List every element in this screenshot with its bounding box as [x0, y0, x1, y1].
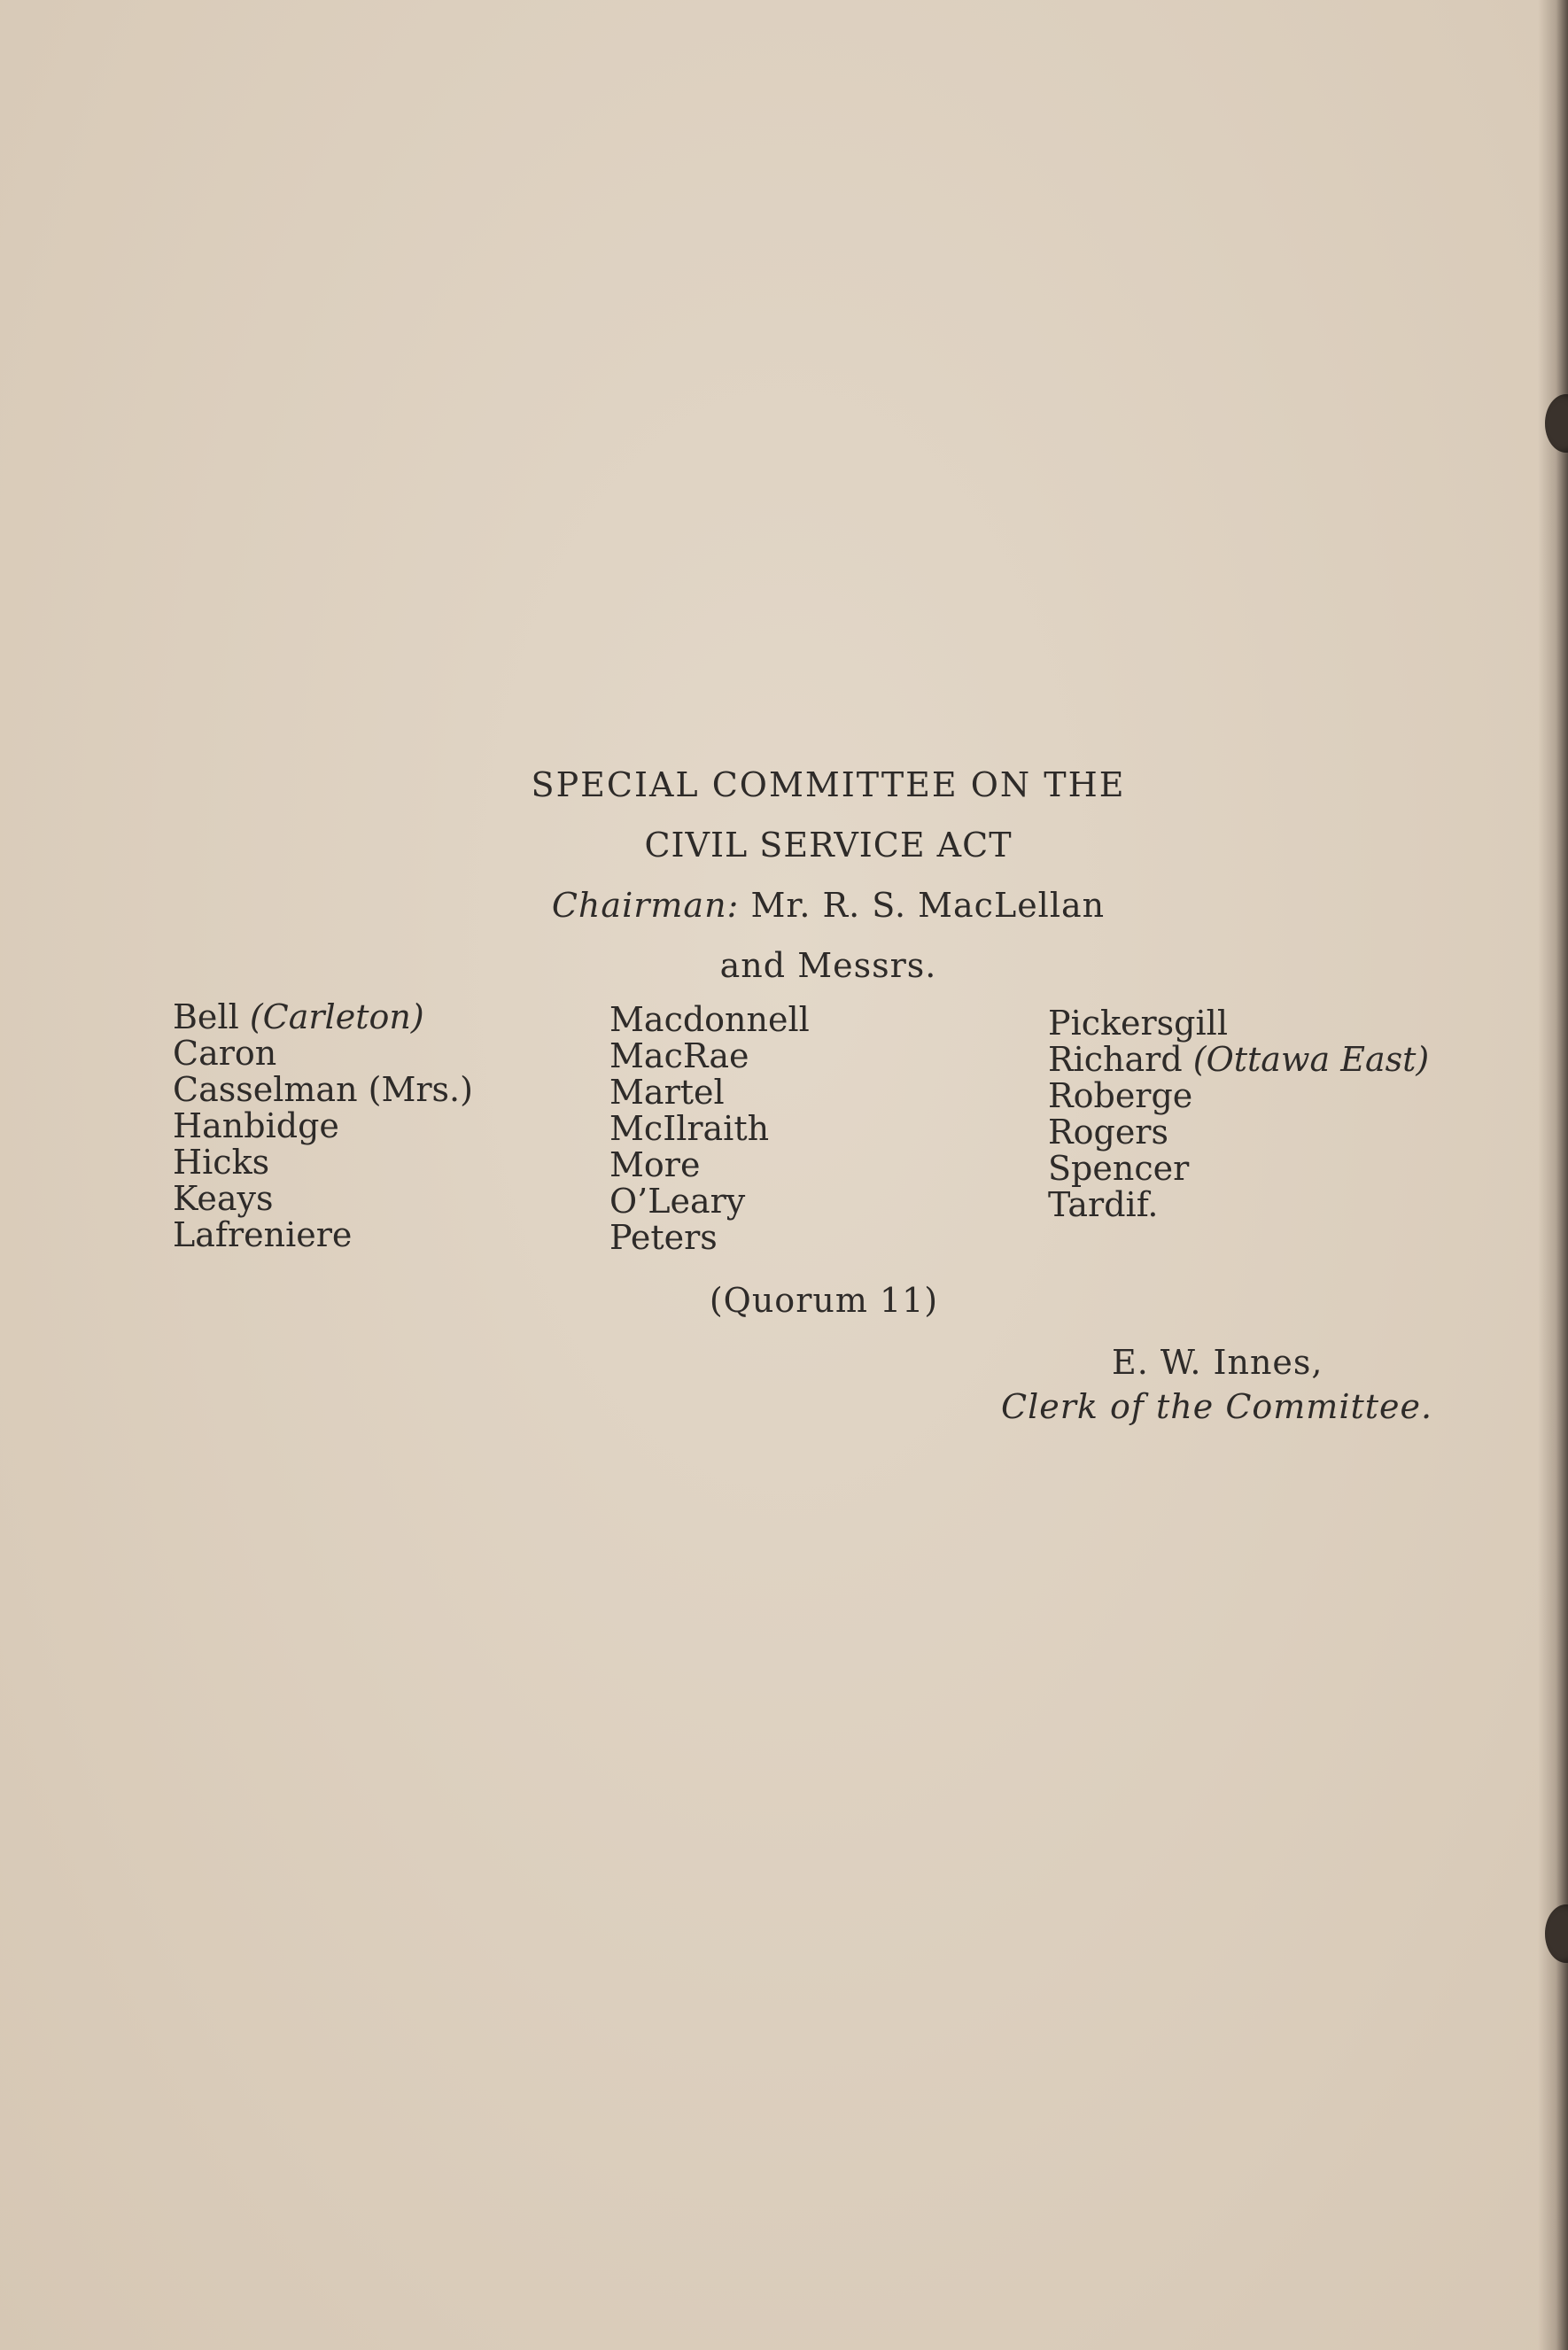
- member-name: More: [609, 1145, 701, 1184]
- member-name: Rogers: [1048, 1113, 1168, 1152]
- committee-heading-line1: SPECIAL COMMITTEE ON THE: [531, 765, 1126, 804]
- member-entry: [173, 1108, 473, 1144]
- member-entry: [1048, 1005, 1429, 1042]
- member-name: Richard: [1048, 1040, 1183, 1079]
- member-riding: (Carleton): [249, 997, 424, 1036]
- members-column-3: [1048, 1005, 1429, 1223]
- member-entry: [1048, 1151, 1429, 1187]
- clerk-name: E. W. Innes,: [1112, 1343, 1323, 1382]
- member-entry: [173, 1072, 473, 1108]
- member-entry: [1048, 1187, 1429, 1223]
- member-entry: [1048, 1078, 1429, 1114]
- show-through-text: [195, 620, 1479, 762]
- member-entry: [609, 1002, 810, 1038]
- member-entry: [1048, 1042, 1429, 1078]
- chairman-label: Chairman:: [551, 886, 740, 925]
- member-name: Roberge: [1048, 1076, 1193, 1115]
- member-name: Bell: [173, 997, 239, 1036]
- member-name: Hanbidge: [173, 1106, 339, 1145]
- members-column-1: [173, 999, 473, 1253]
- member-name: MacRae: [609, 1036, 749, 1075]
- member-entry: [609, 1111, 810, 1147]
- member-name: Peters: [609, 1218, 718, 1257]
- member-entry: [609, 1074, 810, 1111]
- member-entry: [173, 1035, 473, 1072]
- member-name: Caron: [173, 1034, 277, 1073]
- clerk-title: Clerk of the Committee.: [1001, 1387, 1433, 1426]
- member-name: Tardif.: [1048, 1185, 1159, 1224]
- member-name: Spencer: [1048, 1149, 1190, 1188]
- member-name: McIlraith: [609, 1109, 770, 1148]
- member-name: Martel: [609, 1073, 725, 1112]
- page-edge-shadow: [1538, 0, 1568, 2350]
- and-messrs-line: and Messrs.: [719, 946, 937, 985]
- member-name: Keays: [173, 1179, 274, 1218]
- member-name: Lafreniere: [173, 1215, 353, 1254]
- member-entry: [173, 1144, 473, 1181]
- member-entry: [609, 1183, 810, 1220]
- member-entry: [609, 1220, 810, 1256]
- member-entry: [609, 1038, 810, 1074]
- member-name: Hicks: [173, 1143, 270, 1182]
- committee-heading-line2: CIVIL SERVICE ACT: [644, 826, 1013, 865]
- quorum-note: (Quorum 11): [709, 1281, 939, 1320]
- members-column-2: [609, 1002, 810, 1256]
- member-entry: [609, 1147, 810, 1183]
- member-name: Pickersgill: [1048, 1004, 1228, 1043]
- member-entry: [1048, 1114, 1429, 1151]
- member-riding: (Ottawa East): [1192, 1040, 1430, 1079]
- member-entry: [173, 1217, 473, 1253]
- chairman-line: [0, 886, 1568, 925]
- member-entry: [173, 1181, 473, 1217]
- member-name: Casselman (Mrs.): [173, 1070, 473, 1109]
- member-entry: [173, 999, 473, 1035]
- chairman-name: Mr. R. S. MacLellan: [750, 886, 1106, 925]
- member-name: O’Leary: [609, 1182, 746, 1221]
- member-name: Macdonnell: [609, 1000, 810, 1039]
